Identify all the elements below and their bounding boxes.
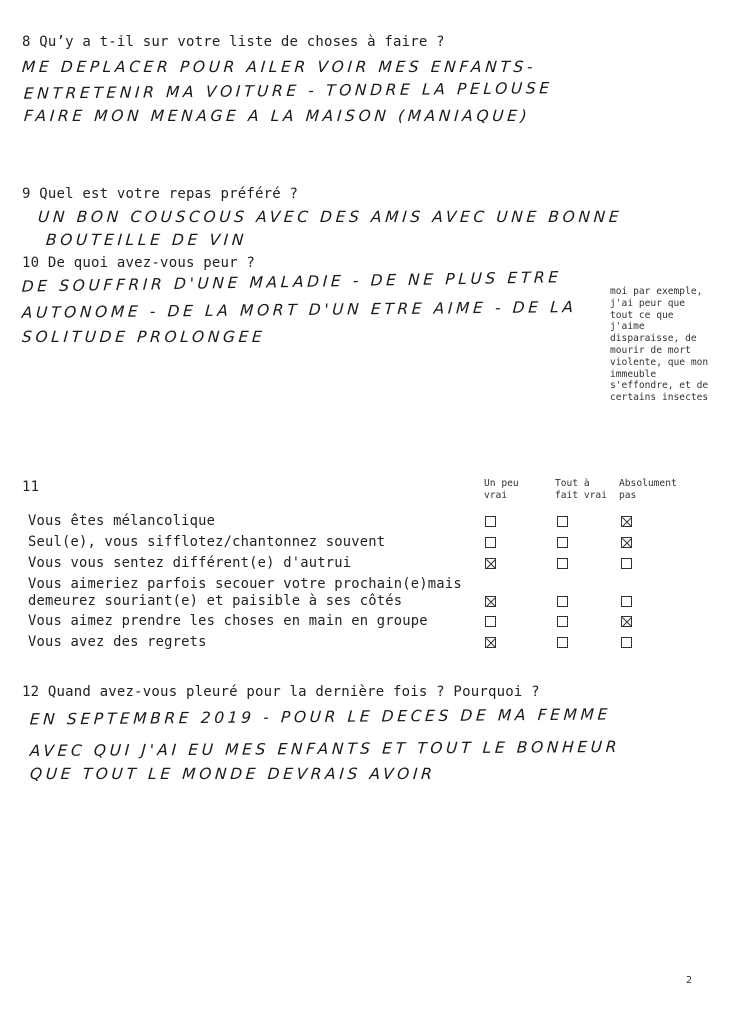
question-11: 11 <box>22 479 40 495</box>
checkbox-row2-tout-a-fait-vrai[interactable] <box>557 537 568 548</box>
answer-12-line-2: AVEC QUI J'AI EU MES ENFANTS ET TOUT LE BONHEUR <box>29 737 621 761</box>
column-header-un-peu-vrai: Un peu vrai <box>484 478 519 501</box>
checkbox-row4-un-peu-vrai[interactable] <box>485 596 496 607</box>
table-row-label: Vous êtes mélancolique <box>28 513 216 529</box>
column-header-tout-a-fait-vrai: Tout à fait vrai <box>555 478 607 501</box>
answer-9-line-2: BOUTEILLE DE VIN <box>45 231 248 249</box>
question-12: 12 Quand avez-vous pleuré pour la dernière fois ? Pourquoi ? <box>22 684 540 700</box>
checkbox-row6-un-peu-vrai[interactable] <box>485 637 496 648</box>
checkbox-row4-tout-a-fait-vrai[interactable] <box>557 596 568 607</box>
checkbox-row1-un-peu-vrai[interactable] <box>485 516 496 527</box>
checkbox-row6-absolument-pas[interactable] <box>621 637 632 648</box>
question-8: 8 Qu’y a t-il sur votre liste de choses à faire ? <box>22 34 445 50</box>
answer-12-line-3: QUE TOUT LE MONDE DEVRAIS AVOIR <box>29 765 437 783</box>
checkbox-row2-un-peu-vrai[interactable] <box>485 537 496 548</box>
checkbox-row4-absolument-pas[interactable] <box>621 596 632 607</box>
answer-8-line-2: ENTRETENIR MA VOITURE - TONDRE LA PELOUSE <box>23 79 554 103</box>
table-row-label: Seul(e), vous sifflotez/chantonnez souvent <box>28 534 386 550</box>
question-10: 10 De quoi avez-vous peur ? <box>22 255 255 271</box>
checkbox-row1-tout-a-fait-vrai[interactable] <box>557 516 568 527</box>
column-header-absolument-pas: Absolument pas <box>619 478 677 501</box>
answer-10-line-1: DE SOUFFRIR D'UNE MALADIE - DE NE PLUS ETRE <box>21 268 563 296</box>
checkbox-row1-absolument-pas[interactable] <box>621 516 632 527</box>
checkbox-row5-absolument-pas[interactable] <box>621 616 632 627</box>
table-row-label: Vous avez des regrets <box>28 634 207 650</box>
checkbox-row3-tout-a-fait-vrai[interactable] <box>557 558 568 569</box>
answer-10-line-2: AUTONOME - DE LA MORT D'UN ETRE AIME - DE LA <box>21 298 578 322</box>
answer-8-line-3: FAIRE MON MENAGE A LA MAISON (MANIAQUE) <box>23 107 531 125</box>
checkbox-row2-absolument-pas[interactable] <box>621 537 632 548</box>
checkbox-row5-un-peu-vrai[interactable] <box>485 616 496 627</box>
checkbox-row5-tout-a-fait-vrai[interactable] <box>557 616 568 627</box>
table-row-label: Vous aimeriez parfois secouer votre prochain(e)mais demeurez souriant(e) et paisible à ses côtés <box>28 576 462 609</box>
answer-8-line-1: ME DEPLACER POUR AILER VOIR MES ENFANTS- <box>21 58 537 76</box>
table-row-label: Vous vous sentez différent(e) d'autrui <box>28 555 352 571</box>
checkbox-row3-un-peu-vrai[interactable] <box>485 558 496 569</box>
answer-12-line-1: EN SEPTEMBRE 2019 - POUR LE DECES DE MA FEMME <box>29 705 612 729</box>
table-row-label: Vous aimez prendre les choses en main en groupe <box>28 613 428 629</box>
checkbox-row6-tout-a-fait-vrai[interactable] <box>557 637 568 648</box>
question-9: 9 Quel est votre repas préféré ? <box>22 186 299 202</box>
answer-9-line-1: UN BON COUSCOUS AVEC DES AMIS AVEC UNE BONNE <box>37 208 623 226</box>
answer-10-line-3: SOLITUDE PROLONGEE <box>21 328 267 346</box>
page-number: 2 <box>686 975 693 986</box>
checkbox-row3-absolument-pas[interactable] <box>621 558 632 569</box>
example-note: moi par exemple, j'ai peur que tout ce que j'aime disparaisse, de mourir de mort violente, que mon immeuble s'effondre, et de certains insectes <box>610 286 709 404</box>
